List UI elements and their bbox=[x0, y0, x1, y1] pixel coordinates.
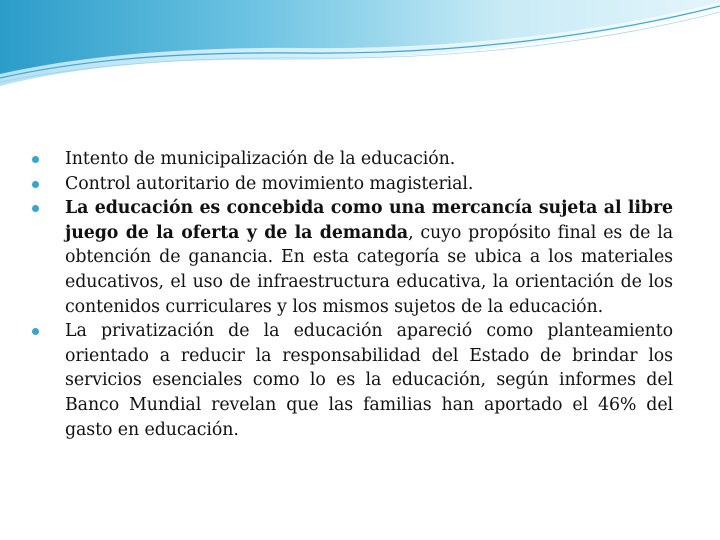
bullet-text: , cuyo propósito final es de la obtención de ganancia. En esta categoría se ubica a los materiales educativos, el uso de infraestructura educativa, la orientación de los contenidos curriculares y los mismos sujetos de la educación. bbox=[65, 222, 673, 317]
bullet-text: Intento de municipalización de la educación. bbox=[65, 149, 456, 169]
bullet-list bbox=[30, 147, 673, 442]
bullet-item-control-autoritario bbox=[30, 172, 673, 197]
bullet-item-educacion-mercancia bbox=[30, 196, 673, 319]
bullet-item-privatizacion bbox=[30, 319, 673, 442]
bullet-text: La privatización de la educación apareció como planteamiento orientado a reducir la responsabilidad del Estado de brindar los servicios esenciales como lo es la educación, según informes del Banco Mundial revelan que las familias han aportado el 46% del gasto en educación. bbox=[65, 321, 673, 440]
header-wave-decoration bbox=[0, 0, 720, 90]
slide-content bbox=[30, 147, 673, 442]
bullet-text: Control autoritario de movimiento magisterial. bbox=[65, 173, 474, 194]
bullet-item-municipalizacion bbox=[30, 147, 673, 172]
bullet-bold-text: La educación es concebida como una mercancía sujeta al libre juego de la oferta y de la demanda bbox=[65, 198, 673, 243]
